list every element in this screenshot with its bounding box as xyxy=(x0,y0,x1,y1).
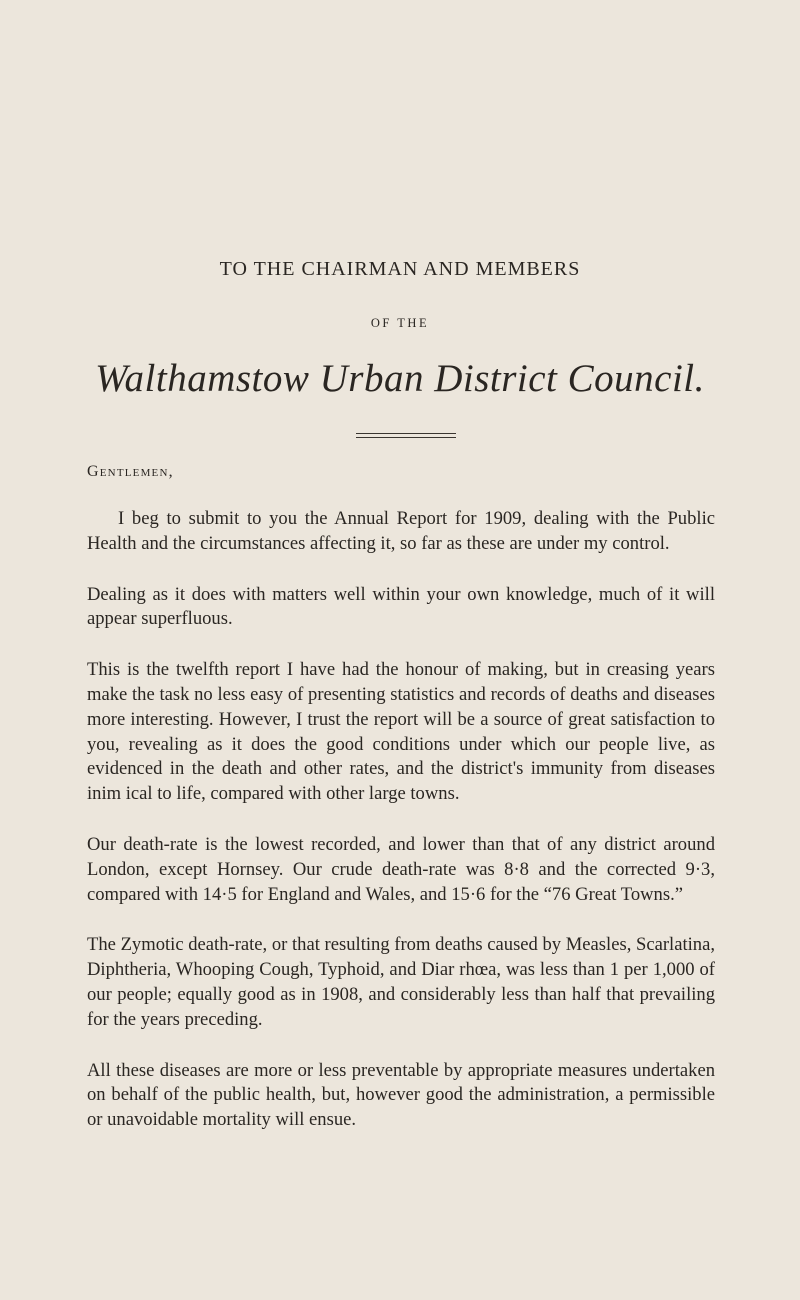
paragraph-death-rate: Our death-rate is the lowest recorded, and lower than that of any district around London, except Hornsey. Our crude death-rate was 8·8 and the corrected 9·3, compared with 14·5 for England and Wales, and 15·6 for the “76 Great Towns.” xyxy=(87,833,715,905)
paragraph-zymotic: The Zymotic death-rate, or that resulting from deaths caused by Measles, Scarlatina, Diphtheria, Whooping Cough, Typhoid, and Diar rhœa, was less than 1 per 1,000 of our people; equally good as in 1908, and considerably less than half that prevailing for the years preceding. xyxy=(87,934,715,1030)
paragraph-knowledge: Dealing as it does with matters well within your own knowledge, much of it will appear superfluous. xyxy=(87,583,715,630)
addressee-heading: TO THE CHAIRMAN AND MEMBERS xyxy=(219,258,581,280)
paragraph-twelfth-report: This is the twelfth report I have had the honour of making, but in creasing years make the task no less easy of presenting statistics and records of deaths and diseases more interesting. However, I trust the report will be a source of great satisfaction to you, revealing as it does the good conditions under which our people live, as evidenced in the death and other rates, and the district's immunity from diseases inim ical to life, compared with other large towns. xyxy=(87,659,715,805)
greeting: Gentlemen, xyxy=(87,463,174,480)
of-the-line: OF THE xyxy=(370,316,430,330)
paragraph-submission: I beg to submit to you the Annual Report for 1909, dealing with the Public Health and the circumstances affecting it, so far as these are under my control. xyxy=(87,508,715,554)
double-rule-divider xyxy=(356,433,456,438)
council-name: Walthamstow Urban District Council. xyxy=(95,357,705,400)
report-body xyxy=(87,507,715,1159)
paragraph-preventable: All these diseases are more or less preventable by appropriate measures undertaken on behalf of the public health, but, however good the administration, a permissible or unavoidable mortality will ensue. xyxy=(87,1059,715,1131)
